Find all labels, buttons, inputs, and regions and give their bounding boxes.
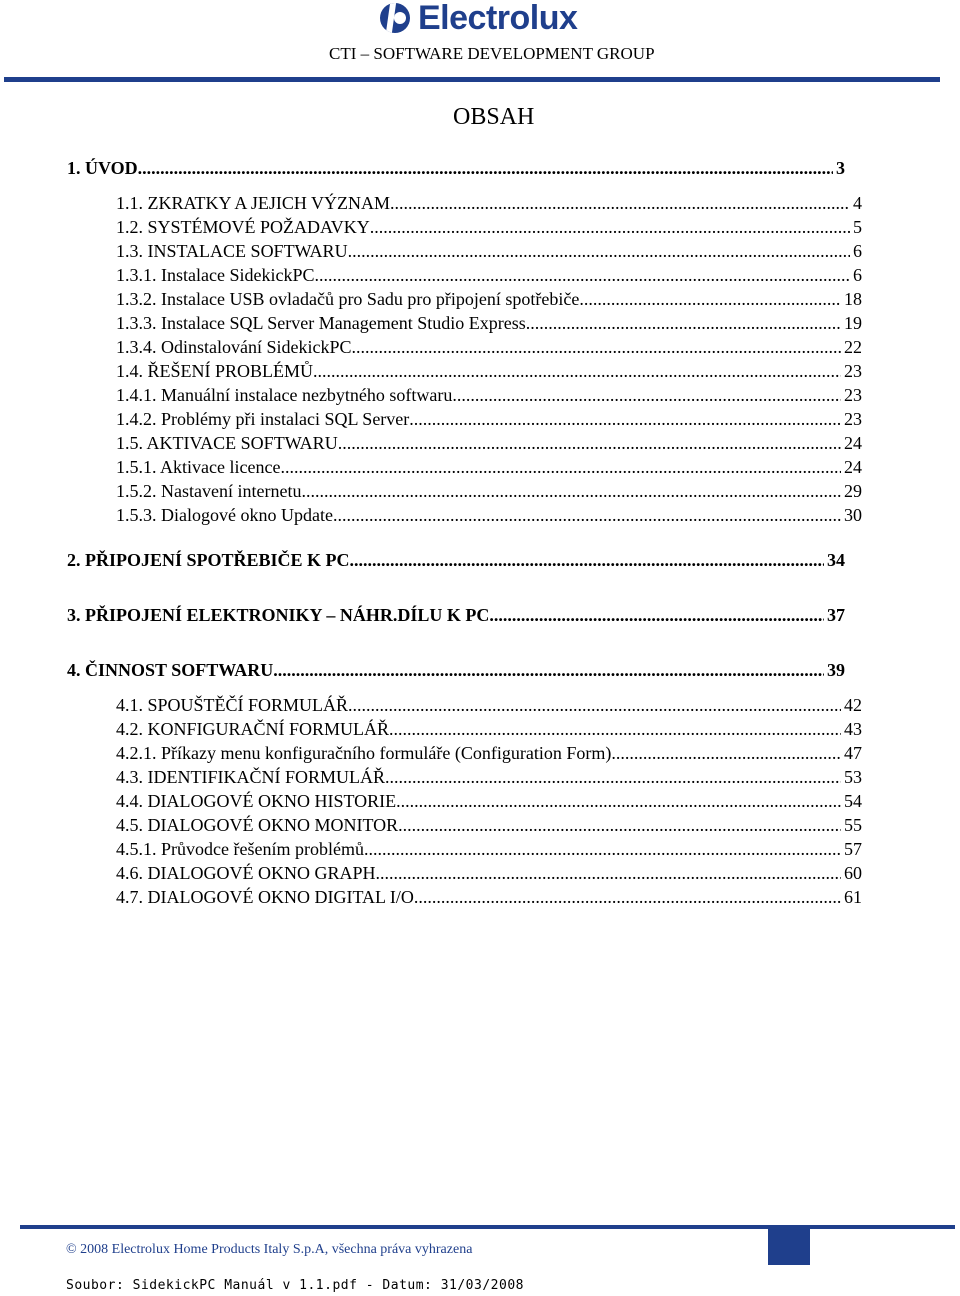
toc-entry[interactable] [116, 360, 862, 382]
toc-dot-leader [350, 549, 824, 571]
page-title: OBSAH [453, 104, 535, 130]
toc-entry[interactable] [67, 604, 845, 626]
toc-dot-leader [370, 216, 850, 238]
toc-entry-page: 34 [827, 550, 845, 570]
toc-dot-leader [390, 192, 850, 214]
toc-entry-label: 1.4.1. Manuální instalace nezbytného softwaru [116, 385, 453, 405]
toc-dot-leader [414, 886, 841, 908]
toc-entry[interactable] [67, 157, 845, 179]
toc-entry-label: 4.2. KONFIGURAČNÍ FORMULÁŘ [116, 719, 390, 739]
copyright-notice: © 2008 Electrolux Home Products Italy S.p.A, všechna práva vyhrazena [66, 1242, 473, 1257]
toc-entry-label: 1.5.1. Aktivace licence [116, 457, 281, 477]
toc-entry[interactable] [116, 456, 862, 478]
toc-entry[interactable] [116, 336, 862, 358]
toc-entry[interactable] [116, 216, 862, 238]
toc-entry[interactable] [116, 814, 862, 836]
toc-entry-page: 4 [853, 193, 862, 213]
toc-entry-page: 55 [844, 815, 862, 835]
toc-entry-page: 6 [853, 241, 862, 261]
toc-entry-page: 19 [844, 313, 862, 333]
toc-entry-label: 1.5. AKTIVACE SOFTWARU [116, 433, 338, 453]
toc-dot-leader [396, 790, 841, 812]
toc-dot-leader [389, 718, 841, 740]
toc-dot-leader [409, 408, 841, 430]
toc-dot-leader [526, 312, 841, 334]
toc-entry-page: 53 [844, 767, 862, 787]
toc-dot-leader [273, 659, 824, 681]
toc-entry[interactable] [116, 886, 862, 908]
toc-dot-leader [138, 157, 833, 179]
toc-entry-page: 47 [844, 743, 862, 763]
electrolux-logo [380, 0, 577, 36]
toc-entry-label: 1.1. ZKRATKY A JEJICH VÝZNAM [116, 193, 391, 213]
toc-dot-leader [376, 862, 842, 884]
toc-entry[interactable] [116, 766, 862, 788]
toc-dot-leader [314, 264, 850, 286]
toc-entry[interactable] [116, 718, 862, 740]
toc-entry-label: 4.3. IDENTIFIKAČNÍ FORMULÁŘ [116, 767, 385, 787]
toc-entry-label: 4. ČINNOST SOFTWARU [67, 660, 274, 680]
toc-dot-leader [301, 480, 841, 502]
toc-entry-label: 1.3.4. Odinstalování SidekickPC [116, 337, 352, 357]
toc-entry[interactable] [116, 288, 862, 310]
footer-accent-block [768, 1227, 810, 1265]
toc-entry-label: 1.4. ŘEŠENÍ PROBLÉMŮ [116, 361, 314, 381]
toc-entry-page: 60 [844, 863, 862, 883]
toc-entry[interactable] [116, 384, 862, 406]
brand-name: Electrolux [418, 0, 578, 37]
toc-entry-page: 22 [844, 337, 862, 357]
toc-dot-leader [338, 432, 841, 454]
toc-entry-page: 23 [844, 409, 862, 429]
toc-entry[interactable] [67, 659, 845, 681]
toc-entry-page: 42 [844, 695, 862, 715]
toc-entry[interactable] [116, 838, 862, 860]
toc-entry-page: 61 [844, 887, 862, 907]
toc-entry-page: 29 [844, 481, 862, 501]
footer-divider [20, 1225, 955, 1229]
toc-entry-page: 54 [844, 791, 862, 811]
toc-dot-leader [385, 766, 841, 788]
toc-entry[interactable] [116, 862, 862, 884]
toc-entry-page: 23 [844, 385, 862, 405]
toc-entry[interactable] [116, 192, 862, 214]
toc-entry[interactable] [116, 480, 862, 502]
toc-entry-page: 18 [844, 289, 862, 309]
toc-entry-label: 1.3. INSTALACE SOFTWARU [116, 241, 348, 261]
toc-entry-page: 23 [844, 361, 862, 381]
toc-entry-page: 6 [853, 265, 862, 285]
toc-entry-label: 4.5. DIALOGOVÉ OKNO MONITOR [116, 815, 399, 835]
toc-dot-leader [398, 814, 841, 836]
toc-dot-leader [489, 604, 824, 626]
toc-entry-label: 1.3.3. Instalace SQL Server Management Studio Express [116, 313, 526, 333]
group-name: CTI – SOFTWARE DEVELOPMENT GROUP [329, 44, 655, 63]
toc-entry-label: 1.2. SYSTÉMOVÉ POŽADAVKY [116, 217, 370, 237]
toc-entry-label: 4.5.1. Průvodce řešením problémů [116, 839, 364, 859]
toc-entry-label: 4.7. DIALOGOVÉ OKNO DIGITAL I/O [116, 887, 414, 907]
toc-entry[interactable] [116, 504, 862, 526]
toc-entry[interactable] [116, 240, 862, 262]
toc-entry-label: 4.2.1. Příkazy menu konfiguračního formuláře (Configuration Form) [116, 743, 612, 763]
toc-dot-leader [348, 240, 850, 262]
toc-dot-leader [452, 384, 841, 406]
toc-entry-page: 37 [827, 605, 845, 625]
toc-entry[interactable] [67, 549, 845, 571]
electrolux-logo-icon [380, 3, 410, 33]
toc-entry[interactable] [116, 742, 862, 764]
toc-dot-leader [579, 288, 841, 310]
toc-entry[interactable] [116, 312, 862, 334]
toc-entry-label: 2. PŘIPOJENÍ SPOTŘEBIČE K PC [67, 550, 350, 570]
toc-dot-leader [352, 336, 842, 358]
toc-entry-label: 4.6. DIALOGOVÉ OKNO GRAPH [116, 863, 376, 883]
toc-entry-page: 43 [844, 719, 862, 739]
toc-entry-page: 5 [853, 217, 862, 237]
toc-entry[interactable] [116, 264, 862, 286]
toc-entry[interactable] [116, 408, 862, 430]
toc-dot-leader [313, 360, 841, 382]
toc-entry-page: 39 [827, 660, 845, 680]
toc-entry-label: 4.4. DIALOGOVÉ OKNO HISTORIE [116, 791, 397, 811]
toc-entry[interactable] [116, 790, 862, 812]
toc-entry-page: 57 [844, 839, 862, 859]
toc-entry-label: 1.3.1. Instalace SidekickPC [116, 265, 315, 285]
toc-entry-label: 1.5.3. Dialogové okno Update [116, 505, 333, 525]
toc-dot-leader [333, 504, 841, 526]
header-divider [4, 77, 940, 82]
toc-dot-leader [364, 838, 841, 860]
toc-dot-leader [348, 694, 841, 716]
toc-entry-page: 3 [836, 158, 845, 178]
toc-entry-label: 1.3.2. Instalace USB ovladačů pro Sadu pro připojení spotřebiče [116, 289, 580, 309]
toc-entry-page: 24 [844, 433, 862, 453]
toc-entry-label: 4.1. SPOUŠTĚČÍ FORMULÁŘ [116, 695, 349, 715]
toc-entry-page: 30 [844, 505, 862, 525]
toc-entry-page: 24 [844, 457, 862, 477]
toc-entry[interactable] [116, 432, 862, 454]
toc-entry-label: 3. PŘIPOJENÍ ELEKTRONIKY – NÁHR.DÍLU K PC [67, 605, 490, 625]
toc-entry-label: 1.4.2. Problémy při instalaci SQL Server [116, 409, 410, 429]
toc-entry[interactable] [116, 694, 862, 716]
toc-entry-label: 1. ÚVOD [67, 158, 138, 178]
file-info: Soubor: SidekickPC Manuál v 1.1.pdf - Datum: 31/03/2008 [66, 1278, 524, 1293]
toc-dot-leader [611, 742, 841, 764]
toc-dot-leader [280, 456, 841, 478]
toc-entry-label: 1.5.2. Nastavení internetu [116, 481, 302, 501]
